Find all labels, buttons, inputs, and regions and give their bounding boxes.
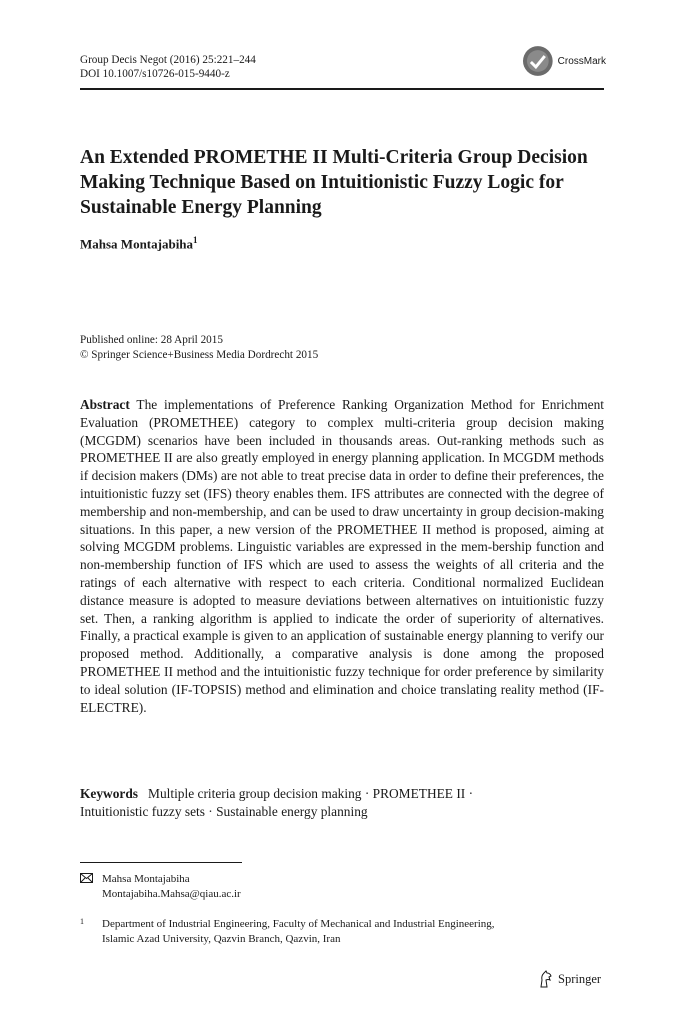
doi-line[interactable]: DOI 10.1007/s10726-015-9440-z (80, 67, 230, 80)
corr-email[interactable]: Montajabiha.Mahsa@qiau.ac.ir (102, 887, 241, 900)
copyright: © Springer Science+Business Media Dordrecht 2015 (80, 348, 319, 361)
affiliation (80, 917, 495, 946)
author-line (80, 235, 198, 252)
crossmark-badge[interactable] (522, 44, 606, 78)
keywords-label: Keywords (80, 786, 139, 801)
published-date: Published online: 28 April 2015 (80, 334, 223, 346)
springer-horse-icon (538, 970, 554, 988)
crossmark-icon (522, 45, 554, 77)
article-title: An Extended PROMETHE II Multi-Criteria Group Decision Making Technique Based on Intuitionistic Fuzzy Logic for Sustainable Energy Planning (80, 147, 588, 218)
journal-citation (80, 54, 256, 81)
affil-line: Department of Industrial Engineering, Faculty of Mechanical and Industrial Engineering, (102, 918, 495, 930)
affil-line: Islamic Azad University, Qazvin Branch, Qazvin, Iran (102, 932, 341, 945)
journal-line: Group Decis Negot (2016) 25:221–244 (80, 54, 256, 66)
abstract-label: Abstract (80, 397, 130, 412)
abstract-text: The implementations of Preference Ranking Organization Method for Enrichment Evaluation (PROMETHEE) category to complex multi-criteria group decision making (MCGDM) scenarios have been included in thousands areas. Out-ranking methods such as PROMETHEE II are also greatly employed in energy planning application. In MCGDM methods if decision makers (DMs) are not able to treat precise data in order to define their preferences, the intuitionistic fuzzy set (IFS) theory enables them. IFS attributes are connected with the degree of membership and non-membership, and can be used to draw uncertainty in group decision-making situations. In this paper, a new version of the PROMETHEE II method is proposed, aiming at solving MCGDM problems. Linguistic variables are expressed in the mem-bership function and non-membership function of IFS which are used to assess the weights of all criteria and the ratings of each alternative with respect to each criteria. Conditional normalized Euclidean distance measure is adopted to measure deviations between alternatives on intuitionistic fuzzy set. Then, a ranking algorithm is applied to indicate the order of superiority of alternatives. Finally, a practical example is given to an application of sustainable energy planning to verify our proposed method. Additionally, a comparative analysis is done among the proposed PROMETHEE II method and the intuitionistic fuzzy technique for order preference by similarity to ideal solution (IF-TOPSIS) method and elimination and choice translating reality method (IF-ELECTRE). (80, 397, 604, 715)
header-rule (80, 88, 604, 90)
crossmark-label: CrossMark (557, 55, 606, 67)
author-affil-mark: 1 (193, 235, 198, 245)
keywords-line: Multiple criteria group decision making · PROMETHEE II · (148, 786, 474, 801)
envelope-icon (80, 873, 93, 883)
footnote-rule (80, 862, 242, 863)
publisher-logo (538, 970, 601, 988)
correspondence (80, 872, 241, 901)
publication-info (80, 333, 318, 362)
keywords-line: Intuitionistic fuzzy sets · Sustainable energy planning (80, 803, 368, 819)
author-name[interactable]: Mahsa Montajabiha (80, 236, 194, 252)
abstract (80, 396, 604, 716)
publisher-name: Springer (558, 971, 602, 986)
affil-number: 1 (80, 917, 84, 926)
corr-name: Mahsa Montajabiha (102, 873, 190, 885)
keywords (80, 785, 604, 821)
